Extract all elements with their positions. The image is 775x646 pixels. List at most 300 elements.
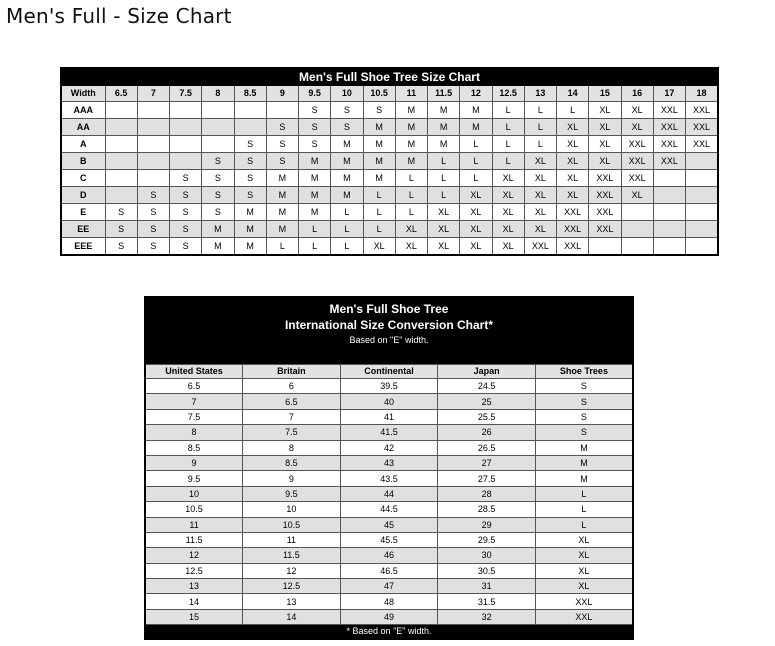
size-cell: S: [170, 187, 202, 204]
size-cell: [105, 119, 137, 136]
size-cell: M: [299, 187, 331, 204]
size-cell: M: [202, 221, 234, 238]
size-cell: XXL: [524, 238, 556, 256]
conversion-cell: 32: [438, 609, 536, 624]
size-column-header: 8.5: [234, 86, 266, 102]
size-column-header: 14: [557, 86, 589, 102]
conversion-cell: 27: [438, 455, 536, 470]
size-cell: XL: [492, 204, 524, 221]
conversion-cell: 6: [243, 379, 341, 394]
size-cell: S: [266, 119, 298, 136]
size-column-header: 9.5: [299, 86, 331, 102]
conversion-cell: XXL: [535, 609, 633, 624]
size-cell: M: [460, 102, 492, 119]
conversion-row: [145, 609, 633, 624]
conversion-cell: 43: [340, 455, 438, 470]
size-cell: L: [428, 187, 460, 204]
conversion-cell: L: [535, 486, 633, 501]
width-label: B: [61, 153, 105, 170]
width-label: A: [61, 136, 105, 153]
size-cell: XL: [395, 221, 427, 238]
conversion-row: [145, 409, 633, 424]
size-cell: [170, 153, 202, 170]
conversion-cell: M: [535, 471, 633, 486]
size-column-header: 13: [524, 86, 556, 102]
size-cell: [686, 238, 719, 256]
conversion-cell: 7.5: [145, 409, 243, 424]
conversion-cell: XL: [535, 532, 633, 547]
conversion-row: [145, 486, 633, 501]
size-column-header: 9: [266, 86, 298, 102]
size-cell: XL: [395, 238, 427, 256]
width-label: EEE: [61, 238, 105, 256]
size-cell: S: [137, 187, 169, 204]
size-chart-row: [61, 221, 718, 238]
conversion-cell: 46: [340, 548, 438, 563]
conversion-cell: 11: [243, 532, 341, 547]
size-cell: M: [331, 187, 363, 204]
size-cell: S: [299, 102, 331, 119]
size-column-header: 18: [686, 86, 719, 102]
size-cell: M: [299, 170, 331, 187]
width-label: EE: [61, 221, 105, 238]
size-cell: [234, 119, 266, 136]
size-cell: XL: [589, 102, 621, 119]
size-cell: L: [524, 102, 556, 119]
size-cell: XL: [524, 187, 556, 204]
conversion-cell: 39.5: [340, 379, 438, 394]
conversion-row: [145, 563, 633, 578]
conversion-cell: 41.5: [340, 425, 438, 440]
size-cell: XL: [428, 238, 460, 256]
size-cell: [105, 187, 137, 204]
conversion-row: [145, 532, 633, 547]
size-chart-row: [61, 204, 718, 221]
conversion-cell: 7: [145, 394, 243, 409]
size-cell: L: [363, 204, 395, 221]
size-cell: M: [266, 221, 298, 238]
size-cell: [589, 238, 621, 256]
conversion-cell: 14: [145, 594, 243, 609]
size-cell: L: [524, 119, 556, 136]
conversion-cell: 42: [340, 440, 438, 455]
conversion-cell: XXL: [535, 594, 633, 609]
size-cell: S: [331, 102, 363, 119]
size-cell: [137, 102, 169, 119]
size-cell: S: [202, 187, 234, 204]
size-cell: S: [137, 204, 169, 221]
size-cell: [686, 187, 719, 204]
size-cell: S: [170, 221, 202, 238]
size-cell: XL: [621, 187, 653, 204]
conversion-row: [145, 579, 633, 594]
conversion-chart-header-row: [145, 365, 633, 379]
size-cell: XXL: [589, 221, 621, 238]
size-cell: XXL: [653, 136, 685, 153]
conversion-row: [145, 379, 633, 394]
conversion-row: [145, 594, 633, 609]
page-title: Men's Full - Size Chart: [6, 4, 232, 28]
size-column-header: 16: [621, 86, 653, 102]
size-cell: [170, 102, 202, 119]
conversion-row: [145, 548, 633, 563]
size-chart-row: [61, 153, 718, 170]
conversion-column-header: Japan: [438, 365, 536, 379]
conversion-cell: 14: [243, 609, 341, 624]
conversion-cell: 40: [340, 394, 438, 409]
size-chart-row: [61, 187, 718, 204]
size-cell: XXL: [686, 119, 719, 136]
conversion-cell: 30: [438, 548, 536, 563]
conversion-cell: 12: [145, 548, 243, 563]
size-cell: S: [170, 170, 202, 187]
size-cell: [653, 204, 685, 221]
conversion-cell: 25: [438, 394, 536, 409]
size-chart-title: Men's Full Shoe Tree Size Chart: [61, 68, 718, 86]
size-cell: M: [202, 238, 234, 256]
size-cell: XL: [492, 170, 524, 187]
size-column-header: 12.5: [492, 86, 524, 102]
size-cell: XL: [492, 221, 524, 238]
conversion-cell: 41: [340, 409, 438, 424]
size-cell: L: [299, 238, 331, 256]
size-cell: S: [105, 221, 137, 238]
size-chart-table: [60, 67, 719, 256]
size-cell: [621, 238, 653, 256]
conversion-cell: 26.5: [438, 440, 536, 455]
width-label: C: [61, 170, 105, 187]
size-cell: L: [395, 187, 427, 204]
conversion-row: [145, 517, 633, 532]
size-cell: M: [428, 136, 460, 153]
size-cell: XXL: [653, 102, 685, 119]
size-cell: M: [363, 153, 395, 170]
size-cell: [686, 170, 719, 187]
size-cell: M: [395, 102, 427, 119]
size-cell: S: [331, 119, 363, 136]
conversion-cell: 44.5: [340, 502, 438, 517]
size-cell: L: [363, 187, 395, 204]
size-cell: [137, 119, 169, 136]
conversion-cell: S: [535, 379, 633, 394]
size-cell: XL: [557, 170, 589, 187]
size-cell: [653, 170, 685, 187]
size-chart-header-row: [61, 86, 718, 102]
size-cell: M: [395, 119, 427, 136]
size-cell: XXL: [686, 136, 719, 153]
size-cell: M: [395, 153, 427, 170]
conversion-cell: 31: [438, 579, 536, 594]
size-chart-row: [61, 170, 718, 187]
size-cell: M: [460, 119, 492, 136]
size-chart-row: [61, 102, 718, 119]
size-cell: S: [234, 170, 266, 187]
size-column-header: 6.5: [105, 86, 137, 102]
size-column-header: 10.5: [363, 86, 395, 102]
size-cell: M: [395, 136, 427, 153]
conversion-cell: 44: [340, 486, 438, 501]
size-cell: L: [492, 102, 524, 119]
size-cell: S: [234, 153, 266, 170]
size-cell: S: [202, 204, 234, 221]
conversion-cell: 12.5: [243, 579, 341, 594]
conversion-column-header: Continental: [340, 365, 438, 379]
size-cell: S: [363, 102, 395, 119]
size-cell: XL: [524, 204, 556, 221]
conversion-cell: 30.5: [438, 563, 536, 578]
conversion-cell: S: [535, 425, 633, 440]
size-cell: XL: [363, 238, 395, 256]
size-cell: XL: [557, 119, 589, 136]
size-column-header: 7: [137, 86, 169, 102]
conversion-cell: 12.5: [145, 563, 243, 578]
conversion-cell: 10.5: [145, 502, 243, 517]
size-cell: L: [492, 153, 524, 170]
size-cell: S: [234, 136, 266, 153]
size-cell: L: [460, 153, 492, 170]
size-cell: XXL: [686, 102, 719, 119]
conversion-cell: 47: [340, 579, 438, 594]
size-cell: [686, 204, 719, 221]
size-cell: M: [331, 136, 363, 153]
size-cell: L: [460, 170, 492, 187]
size-cell: [686, 221, 719, 238]
size-cell: L: [266, 238, 298, 256]
size-cell: M: [428, 102, 460, 119]
size-chart-body: [61, 102, 718, 256]
size-cell: XL: [460, 221, 492, 238]
size-cell: XL: [557, 153, 589, 170]
conversion-cell: 11: [145, 517, 243, 532]
conversion-cell: 11.5: [243, 548, 341, 563]
size-cell: XL: [557, 187, 589, 204]
size-cell: [266, 102, 298, 119]
width-label: E: [61, 204, 105, 221]
conversion-column-header: United States: [145, 365, 243, 379]
size-cell: [170, 119, 202, 136]
size-cell: XL: [557, 136, 589, 153]
width-label: AA: [61, 119, 105, 136]
size-cell: [621, 221, 653, 238]
size-cell: XXL: [557, 221, 589, 238]
conversion-cell: 49: [340, 609, 438, 624]
size-cell: [621, 204, 653, 221]
conversion-cell: 29.5: [438, 532, 536, 547]
size-cell: S: [299, 136, 331, 153]
size-cell: XXL: [589, 170, 621, 187]
conversion-row: [145, 455, 633, 470]
conversion-cell: 46.5: [340, 563, 438, 578]
size-cell: S: [299, 119, 331, 136]
size-cell: [202, 102, 234, 119]
size-cell: S: [202, 170, 234, 187]
size-cell: XXL: [621, 153, 653, 170]
conversion-cell: 8: [145, 425, 243, 440]
size-column-header: 8: [202, 86, 234, 102]
conversion-cell: 13: [243, 594, 341, 609]
size-cell: S: [170, 204, 202, 221]
conversion-cell: 28: [438, 486, 536, 501]
conversion-chart-body: [145, 379, 633, 625]
size-cell: S: [105, 204, 137, 221]
size-cell: [137, 136, 169, 153]
conversion-cell: L: [535, 517, 633, 532]
size-cell: L: [395, 170, 427, 187]
size-cell: L: [557, 102, 589, 119]
conversion-chart-title-line2: International Size Conversion Chart*: [284, 318, 494, 332]
size-cell: XXL: [589, 187, 621, 204]
size-cell: S: [137, 238, 169, 256]
conversion-cell: 24.5: [438, 379, 536, 394]
conversion-cell: 9.5: [145, 471, 243, 486]
size-cell: L: [299, 221, 331, 238]
conversion-cell: L: [535, 502, 633, 517]
size-cell: XL: [492, 238, 524, 256]
size-cell: M: [363, 136, 395, 153]
size-cell: XL: [524, 221, 556, 238]
size-cell: L: [395, 204, 427, 221]
size-cell: M: [266, 204, 298, 221]
conversion-cell: 9: [243, 471, 341, 486]
size-cell: XXL: [653, 153, 685, 170]
conversion-cell: 9.5: [243, 486, 341, 501]
size-column-header: 12: [460, 86, 492, 102]
size-cell: XL: [589, 136, 621, 153]
size-cell: S: [137, 221, 169, 238]
conversion-column-header: Shoe Trees: [535, 365, 633, 379]
size-cell: L: [524, 136, 556, 153]
size-cell: XL: [428, 221, 460, 238]
size-cell: M: [363, 119, 395, 136]
size-chart-row: [61, 136, 718, 153]
conversion-cell: 11.5: [145, 532, 243, 547]
size-cell: M: [299, 153, 331, 170]
size-cell: [653, 221, 685, 238]
conversion-chart-subtitle: Based on "E" width.: [349, 335, 429, 345]
conversion-cell: 48: [340, 594, 438, 609]
size-cell: XXL: [621, 136, 653, 153]
conversion-cell: S: [535, 394, 633, 409]
conversion-cell: M: [535, 455, 633, 470]
size-cell: XL: [460, 187, 492, 204]
conversion-row: [145, 425, 633, 440]
conversion-chart-heading: [145, 297, 633, 365]
size-cell: [105, 102, 137, 119]
size-cell: XL: [589, 119, 621, 136]
size-cell: XL: [524, 170, 556, 187]
size-cell: [234, 102, 266, 119]
conversion-cell: 12: [243, 563, 341, 578]
size-cell: L: [428, 170, 460, 187]
size-chart-row: [61, 238, 718, 256]
size-cell: M: [331, 170, 363, 187]
conversion-cell: 7: [243, 409, 341, 424]
conversion-cell: 6.5: [145, 379, 243, 394]
conversion-cell: 9: [145, 455, 243, 470]
conversion-row: [145, 394, 633, 409]
size-column-header: 7.5: [170, 86, 202, 102]
size-cell: M: [363, 170, 395, 187]
conversion-chart-table: [144, 296, 634, 640]
conversion-cell: 13: [145, 579, 243, 594]
size-column-header: 11.5: [428, 86, 460, 102]
conversion-cell: 25.5: [438, 409, 536, 424]
size-cell: S: [170, 238, 202, 256]
size-cell: L: [331, 221, 363, 238]
conversion-column-header: Britain: [243, 365, 341, 379]
conversion-cell: 43.5: [340, 471, 438, 486]
conversion-chart-title-line1: Men's Full Shoe Tree: [329, 302, 449, 316]
conversion-cell: 8.5: [243, 455, 341, 470]
size-cell: XXL: [589, 204, 621, 221]
size-column-header: 17: [653, 86, 685, 102]
size-cell: [653, 187, 685, 204]
size-cell: M: [266, 187, 298, 204]
size-cell: L: [428, 153, 460, 170]
size-cell: XL: [621, 102, 653, 119]
size-cell: M: [428, 119, 460, 136]
conversion-cell: 10: [145, 486, 243, 501]
conversion-cell: 6.5: [243, 394, 341, 409]
size-cell: [202, 119, 234, 136]
size-cell: L: [363, 221, 395, 238]
conversion-row: [145, 502, 633, 517]
size-column-header: 10: [331, 86, 363, 102]
size-cell: S: [234, 187, 266, 204]
size-cell: L: [460, 136, 492, 153]
conversion-cell: XL: [535, 563, 633, 578]
size-column-header: 11: [395, 86, 427, 102]
conversion-row: [145, 440, 633, 455]
conversion-cell: XL: [535, 548, 633, 563]
size-cell: [653, 238, 685, 256]
size-cell: XXL: [557, 238, 589, 256]
size-chart-row: [61, 119, 718, 136]
conversion-cell: 27.5: [438, 471, 536, 486]
width-label: D: [61, 187, 105, 204]
size-cell: M: [234, 221, 266, 238]
size-cell: [105, 153, 137, 170]
size-cell: S: [266, 153, 298, 170]
size-cell: M: [331, 153, 363, 170]
size-cell: M: [299, 204, 331, 221]
size-cell: S: [266, 136, 298, 153]
size-cell: XL: [460, 238, 492, 256]
conversion-cell: 45: [340, 517, 438, 532]
size-cell: XL: [524, 153, 556, 170]
width-column-header: Width: [61, 86, 105, 102]
conversion-cell: M: [535, 440, 633, 455]
size-cell: [170, 136, 202, 153]
size-cell: S: [202, 153, 234, 170]
size-cell: [105, 170, 137, 187]
conversion-chart-footnote: * Based on "E" width.: [145, 625, 633, 640]
size-cell: L: [492, 119, 524, 136]
size-cell: XL: [589, 153, 621, 170]
conversion-cell: 10: [243, 502, 341, 517]
size-cell: L: [331, 238, 363, 256]
size-cell: XL: [460, 204, 492, 221]
size-cell: [686, 153, 719, 170]
conversion-cell: 10.5: [243, 517, 341, 532]
conversion-row: [145, 471, 633, 486]
size-cell: XL: [428, 204, 460, 221]
size-cell: XL: [492, 187, 524, 204]
conversion-cell: 28.5: [438, 502, 536, 517]
conversion-cell: 26: [438, 425, 536, 440]
size-cell: M: [266, 170, 298, 187]
width-label: AAA: [61, 102, 105, 119]
